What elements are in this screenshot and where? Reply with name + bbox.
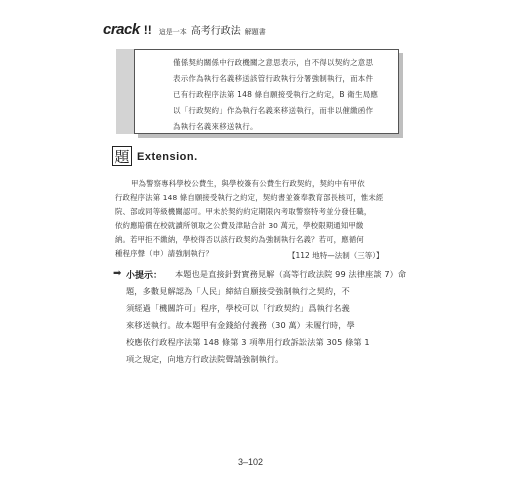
exam-reference: 【112 地特—法制（三等）】 <box>288 251 384 260</box>
running-header <box>103 21 266 38</box>
answer-box <box>134 49 399 134</box>
box-side-bar <box>116 49 135 134</box>
tip-line: 本題也是直接針對實務見解（高等行政法院 99 法律座談 7）命 <box>175 269 407 279</box>
tip-line: 項之規定，向地方行政法院聲請強制執行。 <box>126 354 284 364</box>
question-line: 行政程序法第 148 條自願接受執行之約定，契約書並簽奉教育部長核可，惟未經 <box>115 193 384 202</box>
question-line: 甲為警察專科學校公費生，與學校簽有公費生行政契約，契約中有甲依 <box>131 179 365 188</box>
box-line: 僅係契約關係中行政機關之意思表示，自不得以契約之意思 <box>173 58 374 67</box>
header-title: 高考行政法 <box>190 26 241 37</box>
tip-line: 須經過「機關許可」程序，學校可以「行政契約」爲執行名義 <box>126 303 350 313</box>
tip-line: 題，多數見解認為「人民」締結自願接受強制執行之契約，不 <box>126 286 350 296</box>
question-icon: 題 <box>112 146 132 166</box>
tip-line: 來移送執行。故本題甲有金錢給付義務（30 萬）未履行時，學 <box>126 320 355 330</box>
brand-mark: !! <box>143 23 152 37</box>
question-line: 納。若甲拒不繳納，學校得否以該行政契約為強制執行名義？若可，應循何 <box>115 235 364 244</box>
box-line: 為執行名義來移送執行。 <box>173 122 258 131</box>
brand-logo: crack <box>103 21 140 38</box>
question-line: 院、部或同等級機關認可。甲未於契約約定期限內考取警察特考並分發任職， <box>115 207 372 216</box>
extension-heading: Extension. <box>137 151 198 163</box>
arrow-right-icon: ➡ <box>113 268 122 279</box>
box-line: 表示作為執行名義移送該管行政執行分署強制執行，而本件 <box>173 74 374 83</box>
header-subtitle: 這是一本 <box>158 28 187 36</box>
question-line: 種程序聲（申）請強制執行？ <box>115 249 214 258</box>
box-line: 以「行政契約」作為執行名義來移送執行，而非以催繳函作 <box>173 106 374 115</box>
page-number: 3–102 <box>238 457 264 467</box>
tip-line: 校應依行政程序法第 148 條第 3 項準用行政訴訟法第 305 條第 1 <box>126 337 370 347</box>
box-line: 已有行政程序法第 148 條自願接受執行之約定，B 衛生局應 <box>173 90 379 99</box>
tip-label: 小提示： <box>126 271 163 281</box>
question-line: 依約應賠償在校就讀所領取之公費及津貼合計 30 萬元，學校限期通知甲繳 <box>115 221 364 230</box>
header-suffix: 解題書 <box>244 28 266 36</box>
